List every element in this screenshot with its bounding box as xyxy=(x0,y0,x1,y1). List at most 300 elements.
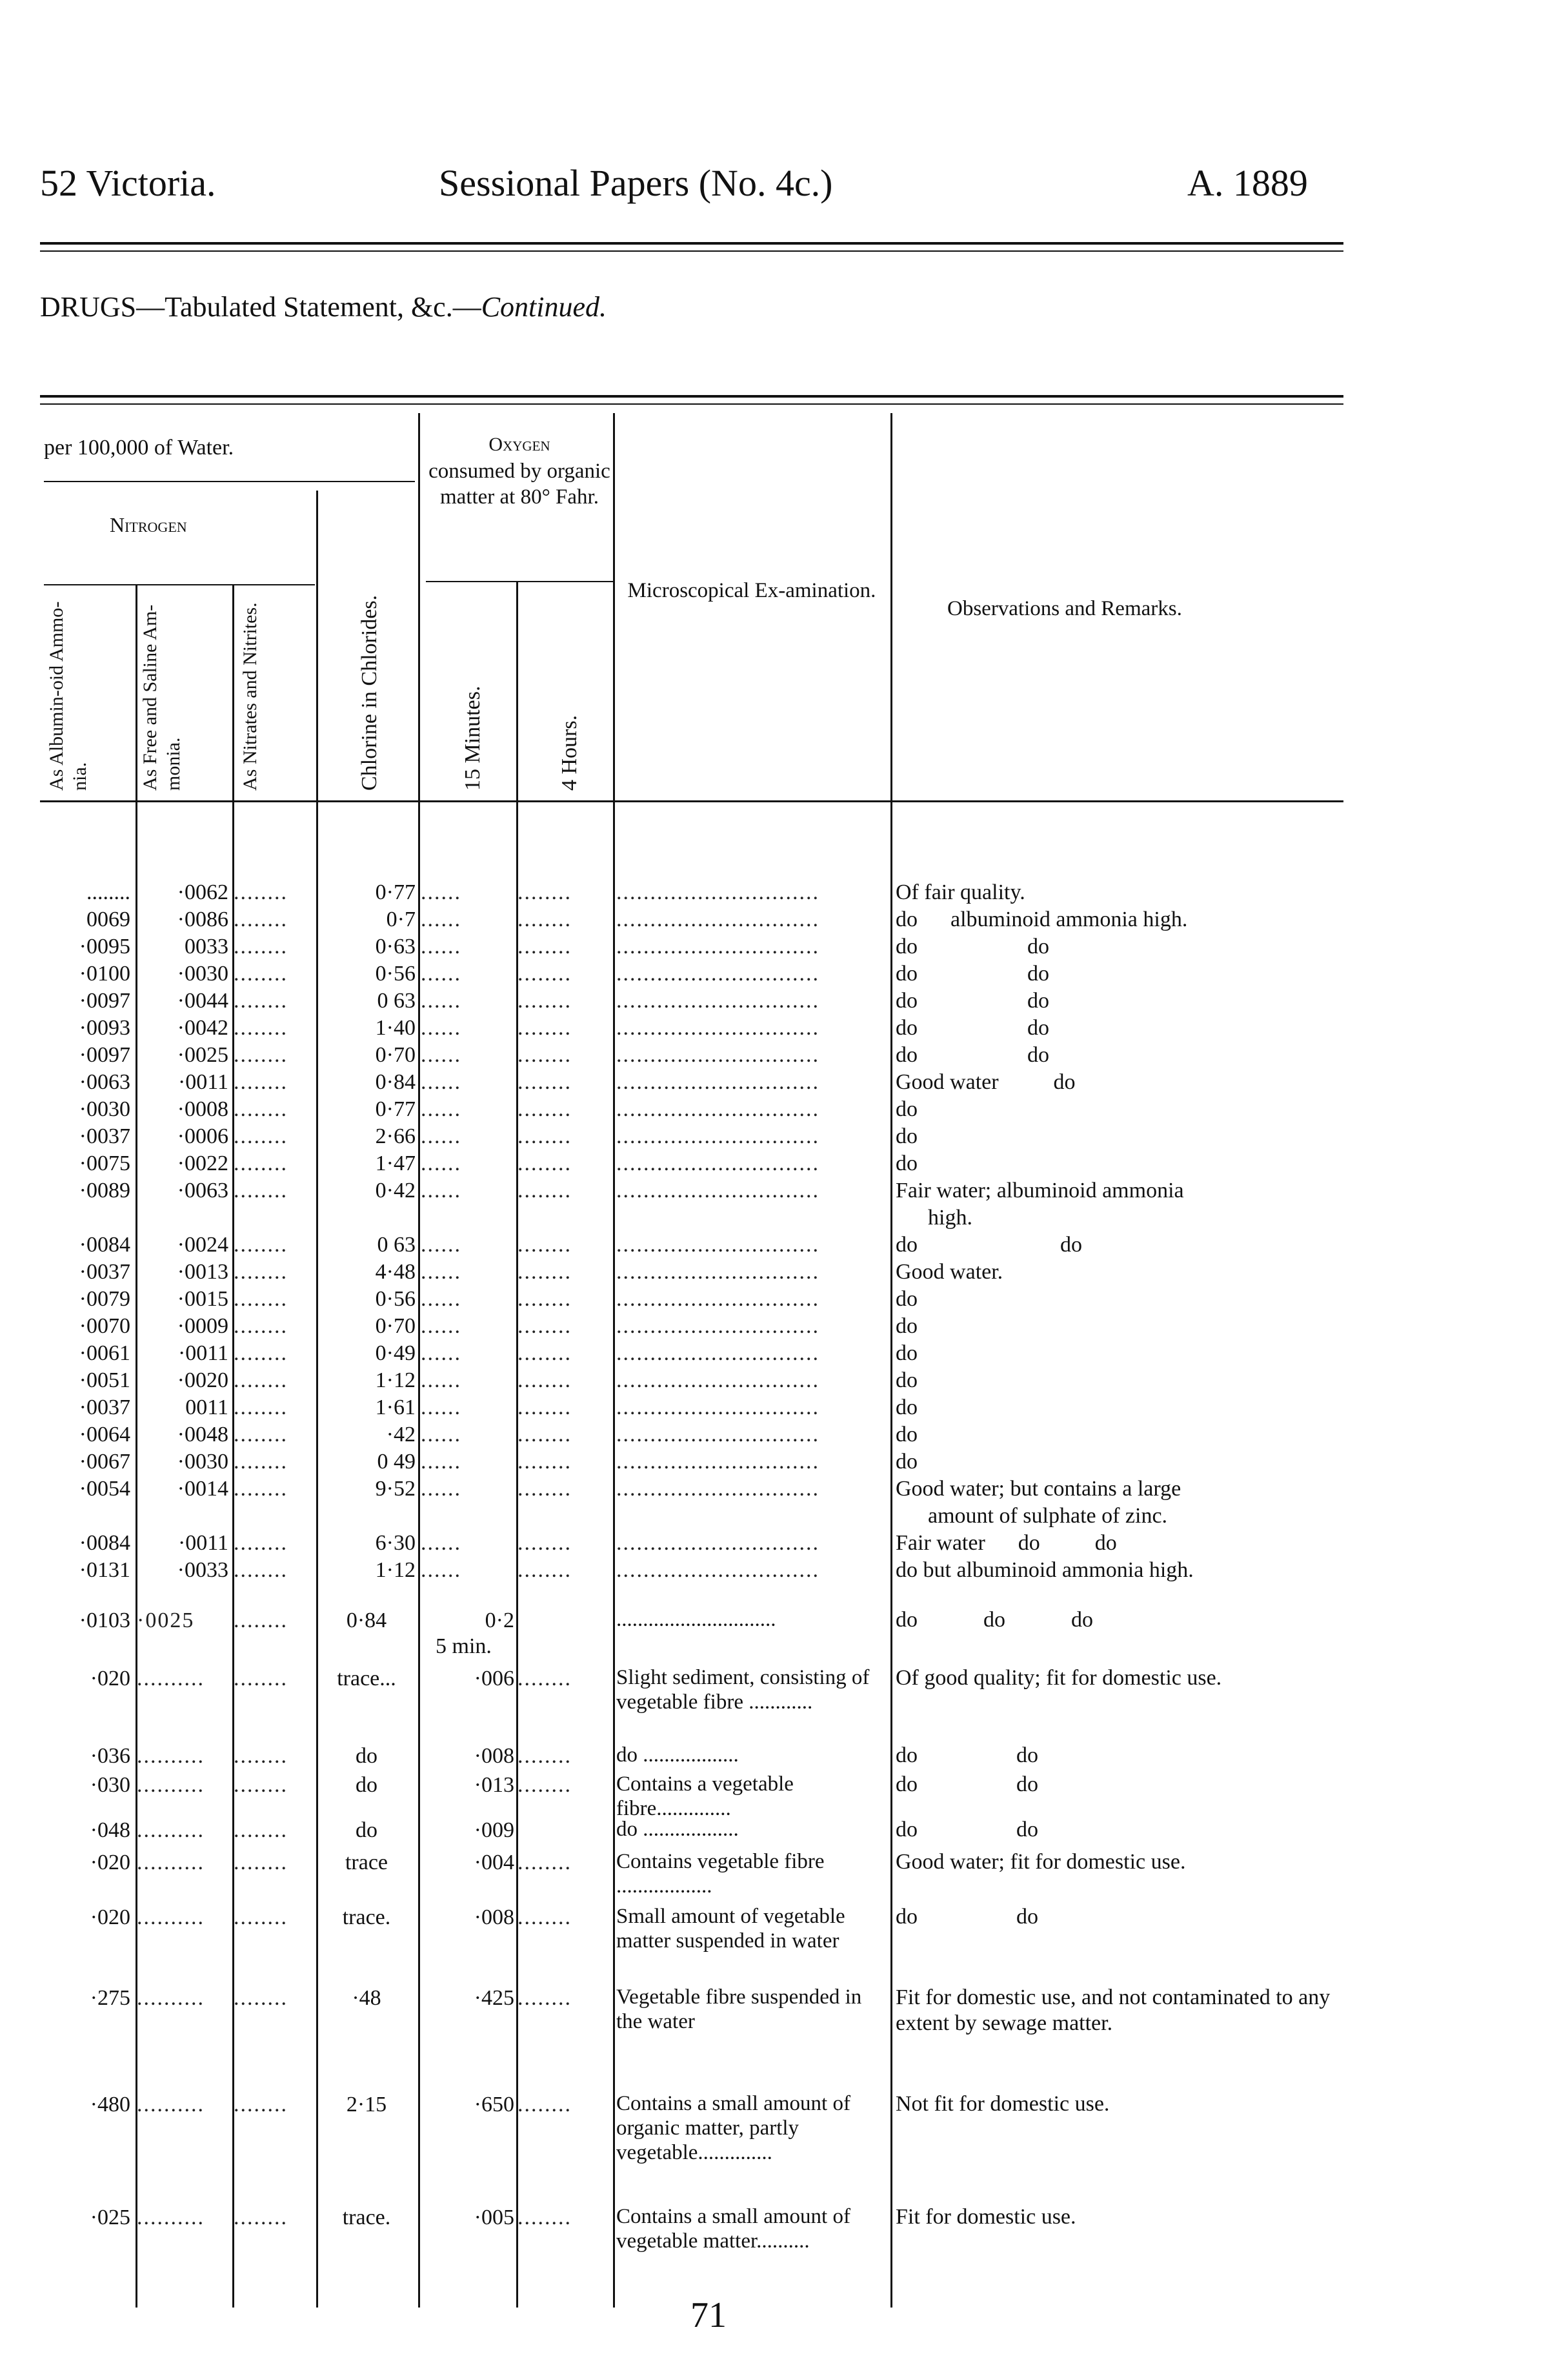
oxygen-rest: consumed by organic matter at 80° Fahr. xyxy=(428,460,610,509)
lower-cell-alb: ·020 xyxy=(90,1851,130,1874)
nitrogen-label: Nitrogen xyxy=(110,513,187,536)
rule-oxygen xyxy=(426,581,613,582)
cell-chl: 1·40 xyxy=(375,1016,416,1040)
cell-nit: ........ xyxy=(234,989,288,1013)
header-center: Sessional Papers (No. 4c.) xyxy=(439,162,833,204)
header-left: 52 Victoria. xyxy=(40,162,216,204)
cell-nit: ........ xyxy=(234,1179,288,1202)
cell-m15: ...... xyxy=(421,1070,461,1094)
cell-nit: ........ xyxy=(234,1450,288,1474)
page-number: 71 xyxy=(690,2295,727,2335)
lower-cell-free: .......... xyxy=(137,1773,205,1797)
lower-cell-micro: Small amount of vegetable matter suspended in water xyxy=(616,1905,845,1953)
cell-chl: 0·7 xyxy=(386,908,416,931)
cell-free: ·0015 xyxy=(177,1287,228,1311)
lower-cell-nit: ........ xyxy=(234,1608,288,1632)
cell-h4: ........ xyxy=(518,908,572,931)
cell-chl: 0·84 xyxy=(375,1070,416,1094)
subtitle-italic: Continued. xyxy=(481,291,607,323)
lower-cell-m15: ·009 xyxy=(474,1818,514,1842)
lower-cell-obs: Fit for domestic use, and not contaminated to any extent by sewage matter. xyxy=(896,1985,1336,2035)
cell-m15: ...... xyxy=(421,989,461,1013)
lower-cell-micro: Contains vegetable fibre .................. xyxy=(616,1850,825,1898)
cell-obs: Good water. xyxy=(896,1260,1003,1284)
cell-h4: ........ xyxy=(518,880,572,904)
lower-cell-nit: ........ xyxy=(234,1905,288,1929)
cell-micro: .............................. xyxy=(616,1151,819,1175)
cell-h4: ........ xyxy=(518,1070,572,1094)
lower-cell-nit: ........ xyxy=(234,2206,288,2229)
cell-free: ·0030 xyxy=(177,962,228,986)
cell-chl: 0·77 xyxy=(375,880,416,904)
cell-micro: .............................. xyxy=(616,908,819,931)
cell-chl: 0·49 xyxy=(375,1341,416,1365)
cell-h4: ........ xyxy=(518,1341,572,1365)
cell-obs: Fair water; albuminoid ammonia xyxy=(896,1179,1184,1202)
lower-cell-alb: ·0103 xyxy=(79,1608,130,1632)
cell-m15: ...... xyxy=(421,908,461,931)
cell-m15: ...... xyxy=(421,1260,461,1284)
lower-cell-chl: do xyxy=(356,1773,377,1797)
cell-alb: ·0037 xyxy=(79,1124,130,1148)
cell-m15: ...... xyxy=(421,1423,461,1446)
cell-alb: ·0095 xyxy=(79,935,130,959)
cell-h4: ........ xyxy=(518,1179,572,1202)
cell-nit: ........ xyxy=(234,908,288,931)
lower-cell-h4: ........ xyxy=(518,1773,572,1797)
cell-chl: 4·48 xyxy=(375,1260,416,1284)
cell-h4: ........ xyxy=(518,1314,572,1338)
cell-h4: ........ xyxy=(518,989,572,1013)
lower-cell-h4: ........ xyxy=(518,2093,572,2116)
cell-micro: .............................. xyxy=(616,962,819,986)
cell-free: ·0062 xyxy=(177,880,228,904)
cell-free: ·0011 xyxy=(177,1531,228,1555)
lower-cell-h4: ........ xyxy=(518,1744,572,1768)
cell-m15: ...... xyxy=(421,1314,461,1338)
cell-obs: do albuminoid ammonia high. xyxy=(896,908,1188,931)
lower-cell-obs: Not fit for domestic use. xyxy=(896,2092,1110,2116)
cell-chl: 0·70 xyxy=(375,1314,416,1338)
lower-cell-free: .......... xyxy=(137,1667,205,1690)
cell-free: ·0048 xyxy=(177,1423,228,1446)
lower-cell-obs: Of good quality; fit for domestic use. xyxy=(896,1666,1222,1690)
cell-alb: ·0063 xyxy=(79,1070,130,1094)
lower-cell-h4: ........ xyxy=(518,1851,572,1874)
cell-nit: ........ xyxy=(234,1097,288,1121)
cell-micro: .............................. xyxy=(616,1314,819,1338)
cell-obs: do do xyxy=(896,935,1049,959)
cell-nit: ........ xyxy=(234,1070,288,1094)
cell-chl: ·42 xyxy=(386,1423,416,1446)
cell-free: ·0025 xyxy=(177,1043,228,1067)
cell-obs: do do xyxy=(896,1233,1082,1257)
table-top-rule-2 xyxy=(40,403,1343,405)
lower-cell-free: .......... xyxy=(137,2093,205,2116)
cell-micro: .............................. xyxy=(616,989,819,1013)
cell-nit: ........ xyxy=(234,1314,288,1338)
table-top-rule-1 xyxy=(40,395,1343,398)
lower-cell-h4: ........ xyxy=(518,1905,572,1929)
cell-nit: ........ xyxy=(234,1423,288,1446)
cell-nit: ........ xyxy=(234,962,288,986)
cell-h4: ........ xyxy=(518,1043,572,1067)
cell-alb: ........ xyxy=(86,880,130,904)
cell-chl: 0·63 xyxy=(375,935,416,959)
cell-nit: ........ xyxy=(234,1287,288,1311)
cell-nit: ........ xyxy=(234,1341,288,1365)
lower-cell-obs: do do xyxy=(896,1772,1038,1796)
lower-cell-micro: do .................. xyxy=(616,1818,739,1841)
cell-m15: ...... xyxy=(421,880,461,904)
lower-cell-h4: ........ xyxy=(518,1667,572,1690)
cell-m15: ...... xyxy=(421,1287,461,1311)
cell-obs: Good water; but contains a large xyxy=(896,1477,1181,1501)
cell-nit: ........ xyxy=(234,1151,288,1175)
cell-h4: ........ xyxy=(518,935,572,959)
cell-h4: ........ xyxy=(518,1531,572,1555)
cell-h4: ........ xyxy=(518,1151,572,1175)
cell-alb: ·0037 xyxy=(79,1395,130,1419)
cell-micro: .............................. xyxy=(616,1368,819,1392)
cell-alb: ·0089 xyxy=(79,1179,130,1202)
cell-alb: ·0064 xyxy=(79,1423,130,1446)
lower-cell-free: .......... xyxy=(137,1905,205,1929)
cell-h4: ........ xyxy=(518,1233,572,1257)
lower-cell-alb: ·030 xyxy=(90,1773,130,1797)
lower-cell-obs: do do xyxy=(896,1818,1038,1841)
lower-cell-m15: ·008 xyxy=(474,1905,514,1929)
cell-nit: ........ xyxy=(234,1124,288,1148)
lower-cell-chl: ·48 xyxy=(352,1986,381,2010)
cell-micro: .............................. xyxy=(616,1043,819,1067)
lower-cell-obs: do do do xyxy=(896,1608,1093,1632)
cell-alb: ·0097 xyxy=(79,989,130,1013)
cell-micro: .............................. xyxy=(616,1260,819,1284)
cell-obs: do xyxy=(896,1341,918,1365)
lower-cell-alb: ·020 xyxy=(90,1667,130,1690)
rule-nitrogen xyxy=(44,584,315,585)
lower-cell-nit: ........ xyxy=(234,1773,288,1797)
lower-cell-m15: ·650 xyxy=(474,2093,514,2116)
cell-h4: ........ xyxy=(518,1124,572,1148)
lower-cell-alb: ·036 xyxy=(90,1744,130,1768)
lower-cell-alb: ·048 xyxy=(90,1818,130,1842)
cell-alb: ·0030 xyxy=(79,1097,130,1121)
lower-cell-m15: ·013 xyxy=(474,1773,514,1797)
cell-chl: 0·70 xyxy=(375,1043,416,1067)
cell-nit: ........ xyxy=(234,935,288,959)
lower-cell-micro: .............................. xyxy=(616,1608,776,1631)
cell-micro: .............................. xyxy=(616,1423,819,1446)
lower-cell-free: .......... xyxy=(137,1851,205,1874)
lower-cell-chl: trace. xyxy=(342,2206,391,2229)
cell-nit: ........ xyxy=(234,1477,288,1501)
cell-h4: ........ xyxy=(518,1558,572,1582)
cell-nit: ........ xyxy=(234,1368,288,1392)
lower-cell-micro: do .................. xyxy=(616,1743,739,1767)
lower-cell-h4: ........ xyxy=(518,1986,572,2010)
cell-obs: do xyxy=(896,1097,918,1121)
lower-cell-m15: ·008 xyxy=(474,1744,514,1768)
cell-obs: do xyxy=(896,1450,918,1474)
lower-cell-free: .......... xyxy=(137,1986,205,2010)
cell-m15: ...... xyxy=(421,962,461,986)
lower-cell-m15: ·006 xyxy=(474,1667,514,1690)
cell-nit: ........ xyxy=(234,1531,288,1555)
cell-free: 0033 xyxy=(185,935,228,959)
cell-m15: ...... xyxy=(421,1341,461,1365)
cell-chl: 1·12 xyxy=(375,1368,416,1392)
cell-alb: ·0079 xyxy=(79,1287,130,1311)
cell-free: ·0009 xyxy=(177,1314,228,1338)
cell-free: ·0044 xyxy=(177,989,228,1013)
cell-obs: do xyxy=(896,1423,918,1446)
lower-cell-nit: ........ xyxy=(234,1851,288,1874)
cell-nit: ........ xyxy=(234,1043,288,1067)
cell-micro: .............................. xyxy=(616,1531,819,1555)
cell-m15: ...... xyxy=(421,1558,461,1582)
cell-alb: ·0084 xyxy=(79,1531,130,1555)
cell-micro: .............................. xyxy=(616,1450,819,1474)
cell-m15: ...... xyxy=(421,1395,461,1419)
cell-alb: ·0037 xyxy=(79,1260,130,1284)
cell-micro: .............................. xyxy=(616,1124,819,1148)
cell-obs: do but albuminoid ammonia high. xyxy=(896,1558,1194,1582)
cell-micro: .............................. xyxy=(616,1070,819,1094)
lower-cell-chl: do xyxy=(356,1744,377,1768)
cell-chl: 0 63 xyxy=(377,1233,416,1257)
cell-m15: ...... xyxy=(421,1016,461,1040)
cell-m15: ...... xyxy=(421,1477,461,1501)
lower-cell-alb: ·275 xyxy=(90,1986,130,2010)
cell-nit: ........ xyxy=(234,880,288,904)
lower-cell-chl: trace xyxy=(345,1851,388,1874)
cell-alb: ·0093 xyxy=(79,1016,130,1040)
col-free-saline: As Free and Saline Am-monia. xyxy=(139,604,184,791)
cell-nit: ........ xyxy=(234,1395,288,1419)
cell-m15: ...... xyxy=(421,1124,461,1148)
subtitle xyxy=(40,290,607,323)
cell-free: ·0014 xyxy=(177,1477,228,1501)
cell-chl: 0·42 xyxy=(375,1179,416,1202)
cell-micro: .............................. xyxy=(616,935,819,959)
cell-h4: ........ xyxy=(518,1260,572,1284)
rule-per-water xyxy=(44,481,415,482)
header-rule-2 xyxy=(40,250,1343,252)
cell-h4: ........ xyxy=(518,1423,572,1446)
lower-cell-nit: ........ xyxy=(234,1667,288,1690)
cell-obs: Good water do xyxy=(896,1070,1076,1094)
observations-header: Observations and Remarks. xyxy=(947,597,1182,620)
cell-micro: .............................. xyxy=(616,880,819,904)
cell-m15: ...... xyxy=(421,1450,461,1474)
lower-cell-m15b: 5 min. xyxy=(436,1634,492,1658)
cell-m15: ...... xyxy=(421,1043,461,1067)
cell-h4: ........ xyxy=(518,1477,572,1501)
lower-cell-alb: ·480 xyxy=(90,2093,130,2116)
header-bottom-rule xyxy=(40,800,1343,802)
cell-micro: .............................. xyxy=(616,1179,819,1202)
cell-free: ·0033 xyxy=(177,1558,228,1582)
vrule-6 xyxy=(613,413,615,2308)
cell-alb: 0069 xyxy=(86,908,130,931)
cell-obs: do xyxy=(896,1124,918,1148)
cell-micro: .............................. xyxy=(616,1016,819,1040)
lower-cell-free: ·0025 xyxy=(137,1608,195,1632)
cell-m15: ...... xyxy=(421,1179,461,1202)
lower-cell-chl: do xyxy=(356,1818,377,1842)
cell-h4: ........ xyxy=(518,1368,572,1392)
cell-h4: ........ xyxy=(518,1450,572,1474)
cell-free: ·0011 xyxy=(177,1070,228,1094)
lower-cell-obs: do do xyxy=(896,1743,1038,1767)
cell-chl: 9·52 xyxy=(375,1477,416,1501)
cell-m15: ...... xyxy=(421,1531,461,1555)
lower-cell-chl: trace... xyxy=(337,1667,396,1690)
lower-cell-h4: ........ xyxy=(518,2206,572,2229)
cell-free: ·0006 xyxy=(177,1124,228,1148)
cell-micro: .............................. xyxy=(616,1341,819,1365)
lower-cell-obs: Fit for domestic use. xyxy=(896,2205,1076,2229)
lower-cell-nit: ........ xyxy=(234,2093,288,2116)
lower-cell-micro: Contains a small amount of organic matter, partly vegetable.............. xyxy=(616,2092,850,2164)
per-water-label: per 100,000 of Water. xyxy=(44,436,234,460)
lower-cell-alb: ·025 xyxy=(90,2206,130,2229)
cell-m15: ...... xyxy=(421,935,461,959)
lower-cell-nit: ........ xyxy=(234,1818,288,1842)
cell-h4: ........ xyxy=(518,1016,572,1040)
lower-cell-micro: Slight sediment, consisting of vegetable fibre ............ xyxy=(616,1666,870,1714)
cell-free: ·0008 xyxy=(177,1097,228,1121)
header-right: A. 1889 xyxy=(1187,162,1308,204)
microscopical-header: Microscopical Ex-amination. xyxy=(627,579,876,602)
cell-micro: .............................. xyxy=(616,1233,819,1257)
cell-obs: amount of sulphate of zinc. xyxy=(928,1504,1168,1528)
cell-h4: ........ xyxy=(518,1287,572,1311)
cell-obs: do do xyxy=(896,1016,1049,1040)
lower-cell-m15: ·425 xyxy=(474,1986,514,2010)
lower-cell-chl: 0·84 xyxy=(346,1608,387,1632)
col-chlorine: Chlorine in Chlorides. xyxy=(357,594,381,791)
lower-cell-obs: Good water; fit for domestic use. xyxy=(896,1850,1186,1874)
cell-free: ·0024 xyxy=(177,1233,228,1257)
cell-obs: Fair water do do xyxy=(896,1531,1117,1555)
cell-micro: .............................. xyxy=(616,1558,819,1582)
cell-free: 0011 xyxy=(185,1395,228,1419)
col-albuminoid: As Albumin-oid Ammo-nia. xyxy=(46,601,90,791)
cell-micro: .............................. xyxy=(616,1287,819,1311)
cell-alb: ·0075 xyxy=(79,1151,130,1175)
cell-free: ·0020 xyxy=(177,1368,228,1392)
cell-nit: ........ xyxy=(234,1233,288,1257)
lower-cell-micro: Contains a small amount of vegetable matter.......... xyxy=(616,2205,850,2253)
lower-cell-nit: ........ xyxy=(234,1744,288,1768)
cell-nit: ........ xyxy=(234,1260,288,1284)
col-4hours: 4 Hours. xyxy=(558,715,581,791)
oxygen-title: Oxygen xyxy=(488,434,550,455)
lower-cell-chl: trace. xyxy=(342,1905,391,1929)
cell-obs: do xyxy=(896,1395,918,1419)
lower-cell-free: .......... xyxy=(137,2206,205,2229)
cell-alb: ·0100 xyxy=(79,962,130,986)
cell-chl: 0·77 xyxy=(375,1097,416,1121)
lower-cell-free: .......... xyxy=(137,1818,205,1842)
cell-h4: ........ xyxy=(518,962,572,986)
cell-micro: .............................. xyxy=(616,1395,819,1419)
lower-cell-free: .......... xyxy=(137,1744,205,1768)
cell-obs: do do xyxy=(896,989,1049,1013)
cell-alb: ·0054 xyxy=(79,1477,130,1501)
cell-alb: ·0097 xyxy=(79,1043,130,1067)
cell-obs: do do xyxy=(896,962,1049,986)
cell-chl: 0·56 xyxy=(375,962,416,986)
cell-m15: ...... xyxy=(421,1097,461,1121)
lower-cell-m15: ·004 xyxy=(474,1851,514,1874)
cell-chl: 0 49 xyxy=(377,1450,416,1474)
cell-chl: 6·30 xyxy=(375,1531,416,1555)
cell-nit: ........ xyxy=(234,1558,288,1582)
cell-micro: .............................. xyxy=(616,1097,819,1121)
subtitle-main: DRUGS—Tabulated Statement, &c.— xyxy=(40,291,481,323)
cell-free: ·0022 xyxy=(177,1151,228,1175)
cell-chl: 0 63 xyxy=(377,989,416,1013)
cell-chl: 1·47 xyxy=(375,1151,416,1175)
cell-free: ·0063 xyxy=(177,1179,228,1202)
cell-m15: ...... xyxy=(421,1151,461,1175)
cell-chl: 1·12 xyxy=(375,1558,416,1582)
cell-m15: ...... xyxy=(421,1233,461,1257)
vrule-7 xyxy=(890,413,892,2308)
cell-chl: 0·56 xyxy=(375,1287,416,1311)
lower-cell-chl: 2·15 xyxy=(346,2093,387,2116)
cell-free: ·0013 xyxy=(177,1260,228,1284)
lower-cell-micro: Contains a vegetable fibre.............. xyxy=(616,1772,794,1820)
cell-chl: 2·66 xyxy=(375,1124,416,1148)
col-nitrates: As Nitrates and Nitrites. xyxy=(239,602,261,791)
cell-h4: ........ xyxy=(518,1395,572,1419)
cell-obs: high. xyxy=(928,1206,972,1230)
cell-free: ·0011 xyxy=(177,1341,228,1365)
lower-cell-micro: Vegetable fibre suspended in the water xyxy=(616,1985,862,2033)
cell-alb: ·0061 xyxy=(79,1341,130,1365)
cell-obs: do xyxy=(896,1314,918,1338)
cell-obs: Of fair quality. xyxy=(896,880,1025,904)
cell-alb: ·0084 xyxy=(79,1233,130,1257)
cell-obs: do do xyxy=(896,1043,1049,1067)
lower-cell-m15: ·005 xyxy=(474,2206,514,2229)
cell-chl: 1·61 xyxy=(375,1395,416,1419)
col-15min: 15 Minutes. xyxy=(461,685,485,791)
lower-cell-nit: ........ xyxy=(234,1986,288,2010)
cell-nit: ........ xyxy=(234,1016,288,1040)
cell-free: ·0086 xyxy=(177,908,228,931)
cell-free: ·0030 xyxy=(177,1450,228,1474)
lower-cell-obs: do do xyxy=(896,1905,1038,1929)
cell-m15: ...... xyxy=(421,1368,461,1392)
cell-alb: ·0070 xyxy=(79,1314,130,1338)
cell-obs: do xyxy=(896,1368,918,1392)
lower-cell-alb: ·020 xyxy=(90,1905,130,1929)
cell-h4: ........ xyxy=(518,1097,572,1121)
lower-cell-m15: 0·2 xyxy=(485,1608,514,1632)
header-rule-1 xyxy=(40,242,1343,245)
cell-obs: do xyxy=(896,1151,918,1175)
cell-alb: ·0051 xyxy=(79,1368,130,1392)
cell-alb: ·0067 xyxy=(79,1450,130,1474)
cell-micro: .............................. xyxy=(616,1477,819,1501)
vrule-4 xyxy=(418,413,420,2308)
